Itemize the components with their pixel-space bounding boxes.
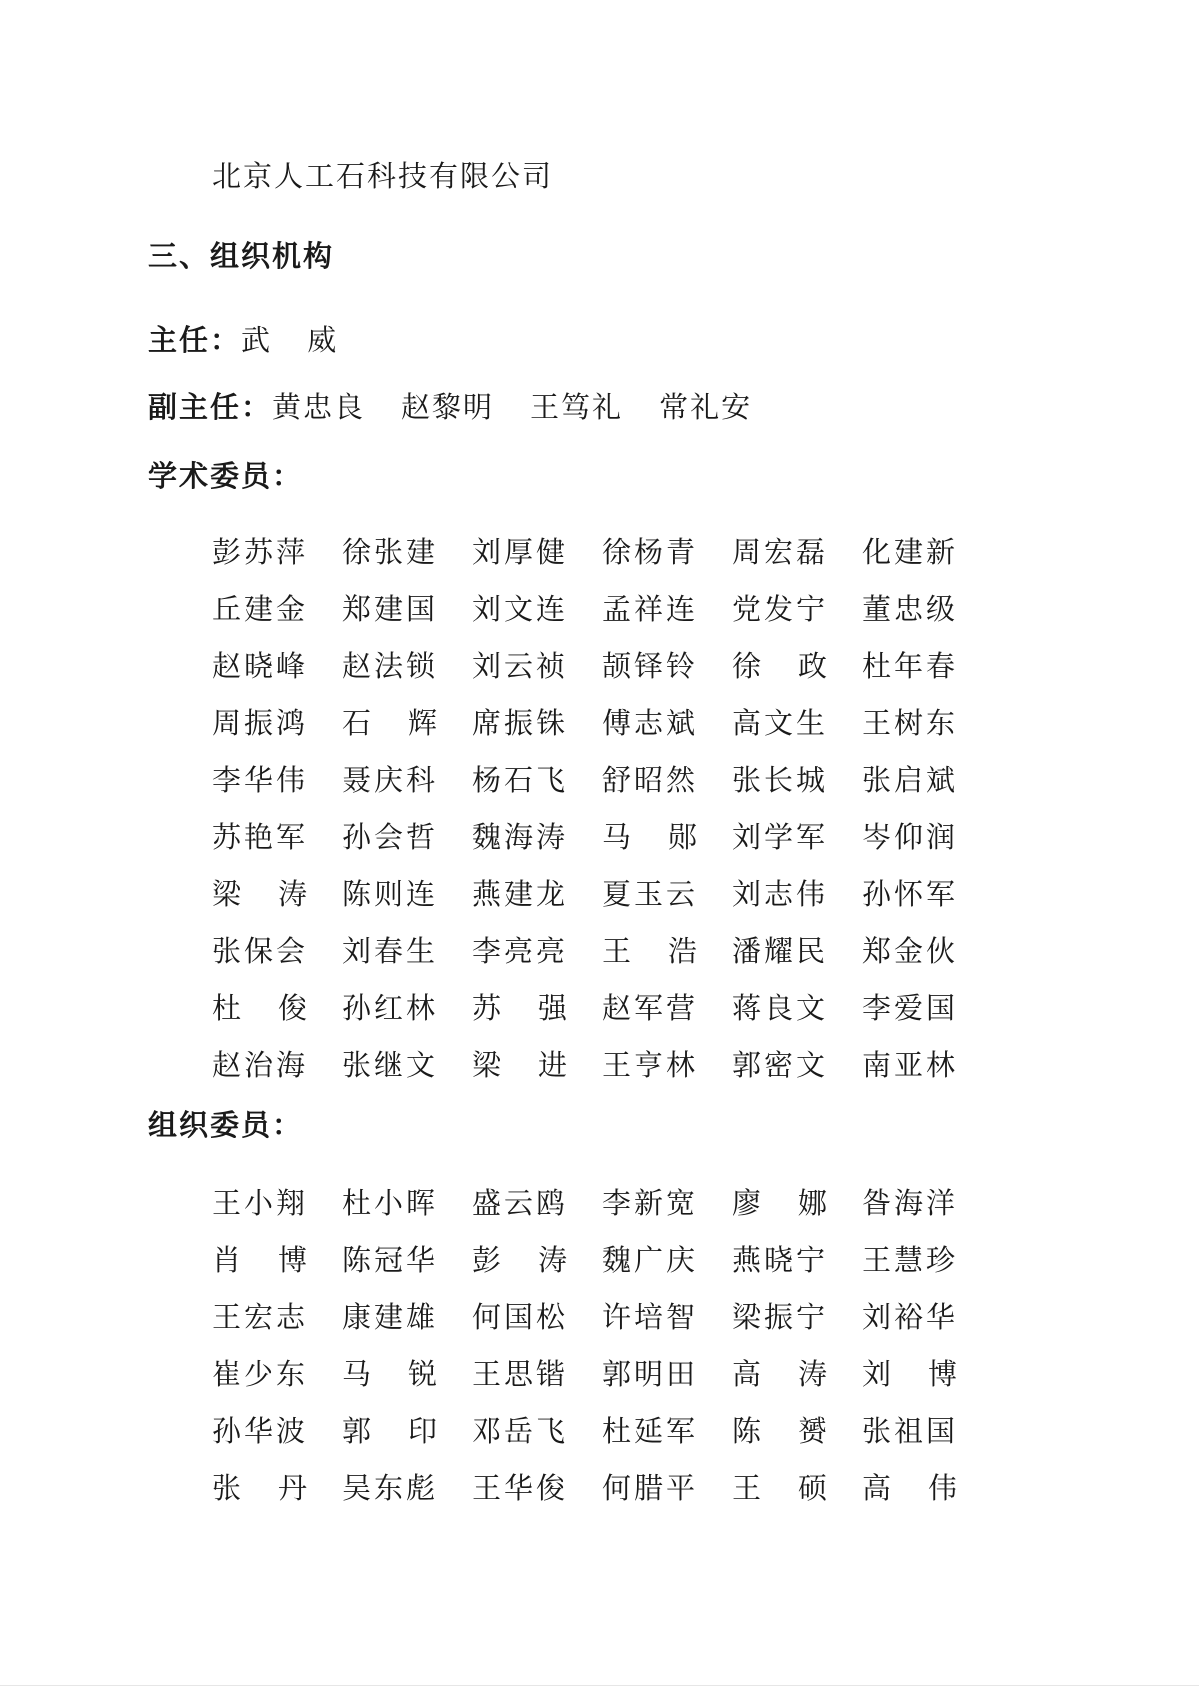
name-row — [212, 808, 992, 865]
member-name: 王树东 — [862, 705, 959, 740]
member-name: 李华伟 — [212, 762, 309, 797]
member-name: 廖 娜 — [732, 1185, 827, 1220]
member-name: 彭苏萍 — [212, 534, 309, 569]
member-name: 张 丹 — [212, 1470, 307, 1505]
member-name: 孟祥连 — [602, 591, 699, 626]
member-name: 党发宁 — [732, 591, 829, 626]
member-name: 昝海洋 — [862, 1185, 959, 1220]
member-name: 徐张建 — [342, 534, 439, 569]
organizing-committee-label: 组织委员： — [148, 1108, 304, 1142]
member-name: 陈则连 — [342, 876, 439, 911]
member-name: 孙怀军 — [862, 876, 959, 911]
member-name: 杜年春 — [862, 648, 959, 683]
member-name: 刘厚健 — [472, 534, 569, 569]
member-name: 魏广庆 — [602, 1242, 699, 1277]
member-name: 王 硕 — [732, 1470, 827, 1505]
member-name: 王 浩 — [602, 933, 697, 968]
member-name: 崔少东 — [212, 1356, 309, 1391]
member-name: 丘建金 — [212, 591, 309, 626]
deputy-name: 黄忠良 — [272, 390, 366, 424]
company-name: 北京人工石科技有限公司 — [212, 159, 554, 193]
page-edge-rule — [0, 1685, 1199, 1686]
member-name: 颉铎铃 — [602, 648, 699, 683]
member-name: 刘云祯 — [472, 648, 569, 683]
deputy-name: 赵黎明 — [401, 390, 495, 424]
name-row — [212, 523, 992, 580]
member-name: 董忠级 — [862, 591, 959, 626]
section-heading: 三、组织机构 — [148, 239, 335, 273]
member-name: 周宏磊 — [732, 534, 829, 569]
member-name: 梁振宁 — [732, 1299, 829, 1334]
member-name: 徐杨青 — [602, 534, 699, 569]
name-row — [212, 1402, 992, 1459]
member-name: 席振铢 — [472, 705, 569, 740]
name-row — [212, 1174, 992, 1231]
member-name: 孙会哲 — [342, 819, 439, 854]
member-name: 郭密文 — [732, 1047, 829, 1082]
member-name: 赵法锁 — [342, 648, 439, 683]
member-name: 岑仰润 — [862, 819, 959, 854]
member-name: 燕建龙 — [472, 876, 569, 911]
member-name: 舒昭然 — [602, 762, 699, 797]
deputy-name: 常礼安 — [659, 390, 753, 424]
name-row — [212, 1036, 992, 1093]
member-name: 高 伟 — [862, 1470, 957, 1505]
member-name: 康建雄 — [342, 1299, 439, 1334]
name-row — [212, 637, 992, 694]
member-name: 刘志伟 — [732, 876, 829, 911]
member-name: 王思锴 — [472, 1356, 569, 1391]
member-name: 杜 俊 — [212, 990, 307, 1025]
director-name: 武 威 — [241, 323, 351, 357]
organizing-committee-list — [212, 1174, 992, 1516]
member-name: 石 辉 — [342, 705, 437, 740]
member-name: 燕晓宁 — [732, 1242, 829, 1277]
member-name: 赵军营 — [602, 990, 699, 1025]
member-name: 李新宽 — [602, 1185, 699, 1220]
member-name: 南亚林 — [862, 1047, 959, 1082]
member-name: 陈冠华 — [342, 1242, 439, 1277]
member-name: 郭 印 — [342, 1413, 437, 1448]
member-name: 徐 政 — [732, 648, 827, 683]
member-name: 蒋良文 — [732, 990, 829, 1025]
member-name: 杨石飞 — [472, 762, 569, 797]
name-row — [212, 1345, 992, 1402]
member-name: 刘裕华 — [862, 1299, 959, 1334]
member-name: 李爱国 — [862, 990, 959, 1025]
member-name: 苏艳军 — [212, 819, 309, 854]
member-name: 苏 强 — [472, 990, 567, 1025]
member-name: 梁 进 — [472, 1047, 567, 1082]
deputy-name: 王笃礼 — [530, 390, 624, 424]
name-row — [212, 580, 992, 637]
member-name: 郑金伙 — [862, 933, 959, 968]
member-name: 郭明田 — [602, 1356, 699, 1391]
member-name: 潘耀民 — [732, 933, 829, 968]
member-name: 张祖国 — [862, 1413, 959, 1448]
name-row — [212, 922, 992, 979]
member-name: 郑建国 — [342, 591, 439, 626]
member-name: 夏玉云 — [602, 876, 699, 911]
deputy-directors-line — [148, 387, 788, 427]
member-name: 邓岳飞 — [472, 1413, 569, 1448]
member-name: 赵治海 — [212, 1047, 309, 1082]
member-name: 杜延军 — [602, 1413, 699, 1448]
member-name: 周振鸿 — [212, 705, 309, 740]
director-label: 主任： — [148, 323, 242, 357]
member-name: 聂庆科 — [342, 762, 439, 797]
member-name: 马 郧 — [602, 819, 697, 854]
name-row — [212, 751, 992, 808]
member-name: 陈 赟 — [732, 1413, 827, 1448]
deputy-label: 副主任： — [148, 390, 273, 424]
member-name: 杜小晖 — [342, 1185, 439, 1220]
member-name: 王华俊 — [472, 1470, 569, 1505]
member-name: 孙红林 — [342, 990, 439, 1025]
member-name: 高 涛 — [732, 1356, 827, 1391]
member-name: 刘文连 — [472, 591, 569, 626]
member-name: 彭 涛 — [472, 1242, 567, 1277]
academic-committee-label: 学术委员： — [148, 459, 304, 493]
member-name: 孙华波 — [212, 1413, 309, 1448]
member-name: 李亮亮 — [472, 933, 569, 968]
member-name: 赵晓峰 — [212, 648, 309, 683]
member-name: 何腊平 — [602, 1470, 699, 1505]
member-name: 傅志斌 — [602, 705, 699, 740]
name-row — [212, 694, 992, 751]
member-name: 张启斌 — [862, 762, 959, 797]
member-name: 张保会 — [212, 933, 309, 968]
member-name: 许培智 — [602, 1299, 699, 1334]
member-name: 张长城 — [732, 762, 829, 797]
member-name: 刘春生 — [342, 933, 439, 968]
name-row — [212, 1231, 992, 1288]
member-name: 何国松 — [472, 1299, 569, 1334]
academic-committee-list — [212, 523, 992, 1093]
member-name: 梁 涛 — [212, 876, 307, 911]
member-name: 化建新 — [862, 534, 959, 569]
member-name: 盛云鸥 — [472, 1185, 569, 1220]
name-row — [212, 865, 992, 922]
member-name: 王亨林 — [602, 1047, 699, 1082]
member-name: 高文生 — [732, 705, 829, 740]
member-name: 刘 博 — [862, 1356, 957, 1391]
member-name: 张继文 — [342, 1047, 439, 1082]
member-name: 王慧珍 — [862, 1242, 959, 1277]
member-name: 刘学军 — [732, 819, 829, 854]
name-row — [212, 1288, 992, 1345]
name-row — [212, 979, 992, 1036]
director-line — [148, 320, 350, 360]
member-name: 王小翔 — [212, 1185, 309, 1220]
member-name: 王宏志 — [212, 1299, 309, 1334]
member-name: 吴东彪 — [342, 1470, 439, 1505]
member-name: 肖 博 — [212, 1242, 307, 1277]
member-name: 魏海涛 — [472, 819, 569, 854]
member-name: 马 锐 — [342, 1356, 437, 1391]
name-row — [212, 1459, 992, 1516]
